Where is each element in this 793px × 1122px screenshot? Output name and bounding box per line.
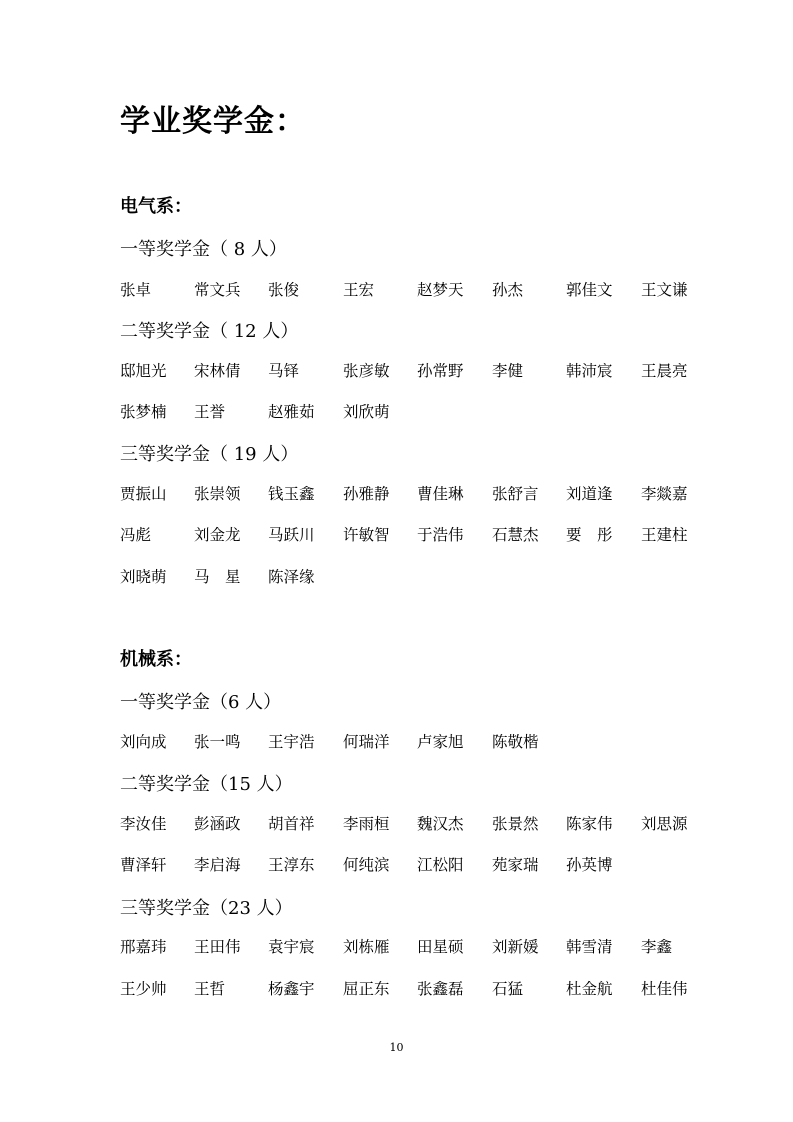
name-row xyxy=(120,400,720,422)
name-row xyxy=(120,565,720,587)
recipient-name: 王淳东 xyxy=(268,856,315,874)
recipient-name: 王少帅 xyxy=(120,980,167,998)
name-row xyxy=(120,482,720,504)
recipient-name: 李启海 xyxy=(194,856,241,874)
recipient-name: 魏汉杰 xyxy=(417,815,464,833)
recipient-name: 苑家瑞 xyxy=(492,856,539,874)
recipient-name: 田星硕 xyxy=(417,938,464,956)
recipient-name: 刘栋雁 xyxy=(343,938,390,956)
recipient-name: 张景然 xyxy=(492,815,539,833)
recipient-name: 刘思源 xyxy=(641,815,688,833)
recipient-name: 杨鑫宇 xyxy=(268,980,315,998)
recipient-name: 马铎 xyxy=(268,362,300,380)
name-row xyxy=(120,812,720,834)
recipient-name: 马 星 xyxy=(194,568,241,586)
recipient-name: 张彦敏 xyxy=(343,362,390,380)
recipient-name: 刘金龙 xyxy=(194,526,241,544)
recipient-name: 张崇领 xyxy=(194,485,241,503)
recipient-name: 常文兵 xyxy=(194,281,241,299)
recipient-name: 彭涵政 xyxy=(194,815,241,833)
recipient-name: 马跃川 xyxy=(268,526,315,544)
recipient-name: 孙杰 xyxy=(492,281,524,299)
recipient-name: 王宏 xyxy=(343,281,375,299)
name-row xyxy=(120,935,720,957)
recipient-name: 张一鸣 xyxy=(194,733,241,751)
recipient-name: 要 彤 xyxy=(566,526,613,544)
recipient-name: 王文谦 xyxy=(641,281,688,299)
recipient-name: 孙雅静 xyxy=(343,485,390,503)
award-level-heading: 一等奖学金（6 人） xyxy=(120,692,282,713)
recipient-name: 赵梦天 xyxy=(417,281,464,299)
name-row xyxy=(120,523,720,545)
recipient-name: 孙常野 xyxy=(417,362,464,380)
award-level-heading: 三等奖学金（23 人） xyxy=(120,898,293,919)
recipient-name: 石猛 xyxy=(492,980,524,998)
recipient-name: 贾振山 xyxy=(120,485,167,503)
recipient-name: 曹泽轩 xyxy=(120,856,167,874)
recipient-name: 于浩伟 xyxy=(417,526,464,544)
recipient-name: 杜佳伟 xyxy=(641,980,688,998)
recipient-name: 刘向成 xyxy=(120,733,167,751)
recipient-name: 钱玉鑫 xyxy=(268,485,315,503)
recipient-name: 陈家伟 xyxy=(566,815,613,833)
recipient-name: 韩雪清 xyxy=(566,938,613,956)
recipient-name: 冯彪 xyxy=(120,526,152,544)
department-heading: 电气系： xyxy=(120,196,192,217)
recipient-name: 张卓 xyxy=(120,281,152,299)
recipient-name: 袁宇宸 xyxy=(268,938,315,956)
recipient-name: 刘新媛 xyxy=(492,938,539,956)
recipient-name: 李健 xyxy=(492,362,524,380)
recipient-name: 杜金航 xyxy=(566,980,613,998)
recipient-name: 李汝佳 xyxy=(120,815,167,833)
recipient-name: 李燚嘉 xyxy=(641,485,688,503)
award-level-heading: 一等奖学金（ 8 人） xyxy=(120,239,287,260)
recipient-name: 王宇浩 xyxy=(268,733,315,751)
recipient-name: 陈敬楷 xyxy=(492,733,539,751)
recipient-name: 孙英博 xyxy=(566,856,613,874)
recipient-name: 李雨桓 xyxy=(343,815,390,833)
recipient-name: 李鑫 xyxy=(641,938,673,956)
recipient-name: 何纯滨 xyxy=(343,856,390,874)
recipient-name: 邸旭光 xyxy=(120,362,167,380)
award-level-heading: 二等奖学金（15 人） xyxy=(120,774,293,795)
name-row xyxy=(120,278,720,300)
recipient-name: 石慧杰 xyxy=(492,526,539,544)
recipient-name: 江松阳 xyxy=(417,856,464,874)
page-title: 学业奖学金： xyxy=(120,104,306,139)
name-row xyxy=(120,977,720,999)
award-level-heading: 二等奖学金（ 12 人） xyxy=(120,321,299,342)
award-level-heading: 三等奖学金（ 19 人） xyxy=(120,444,299,465)
recipient-name: 刘道逢 xyxy=(566,485,613,503)
recipient-name: 王哲 xyxy=(194,980,226,998)
recipient-name: 刘欣萌 xyxy=(343,403,390,421)
page-number: 10 xyxy=(389,1041,404,1054)
recipient-name: 曹佳琳 xyxy=(417,485,464,503)
recipient-name: 张俊 xyxy=(268,281,300,299)
name-row xyxy=(120,359,720,381)
recipient-name: 张舒言 xyxy=(492,485,539,503)
recipient-name: 邢嘉玮 xyxy=(120,938,167,956)
department-heading: 机械系： xyxy=(120,649,192,670)
recipient-name: 何瑞洋 xyxy=(343,733,390,751)
recipient-name: 赵雅茹 xyxy=(268,403,315,421)
recipient-name: 陈泽缘 xyxy=(268,568,315,586)
name-row xyxy=(120,730,720,752)
recipient-name: 刘晓萌 xyxy=(120,568,167,586)
recipient-name: 王誉 xyxy=(194,403,226,421)
recipient-name: 许敏智 xyxy=(343,526,390,544)
recipient-name: 郭佳文 xyxy=(566,281,613,299)
recipient-name: 宋林倩 xyxy=(194,362,241,380)
recipient-name: 张梦楠 xyxy=(120,403,167,421)
recipient-name: 韩沛宸 xyxy=(566,362,613,380)
recipient-name: 屈正东 xyxy=(343,980,390,998)
recipient-name: 卢家旭 xyxy=(417,733,464,751)
recipient-name: 胡首祥 xyxy=(268,815,315,833)
recipient-name: 张鑫磊 xyxy=(417,980,464,998)
recipient-name: 王建柱 xyxy=(641,526,688,544)
name-row xyxy=(120,853,720,875)
recipient-name: 王晨亮 xyxy=(641,362,688,380)
recipient-name: 王田伟 xyxy=(194,938,241,956)
